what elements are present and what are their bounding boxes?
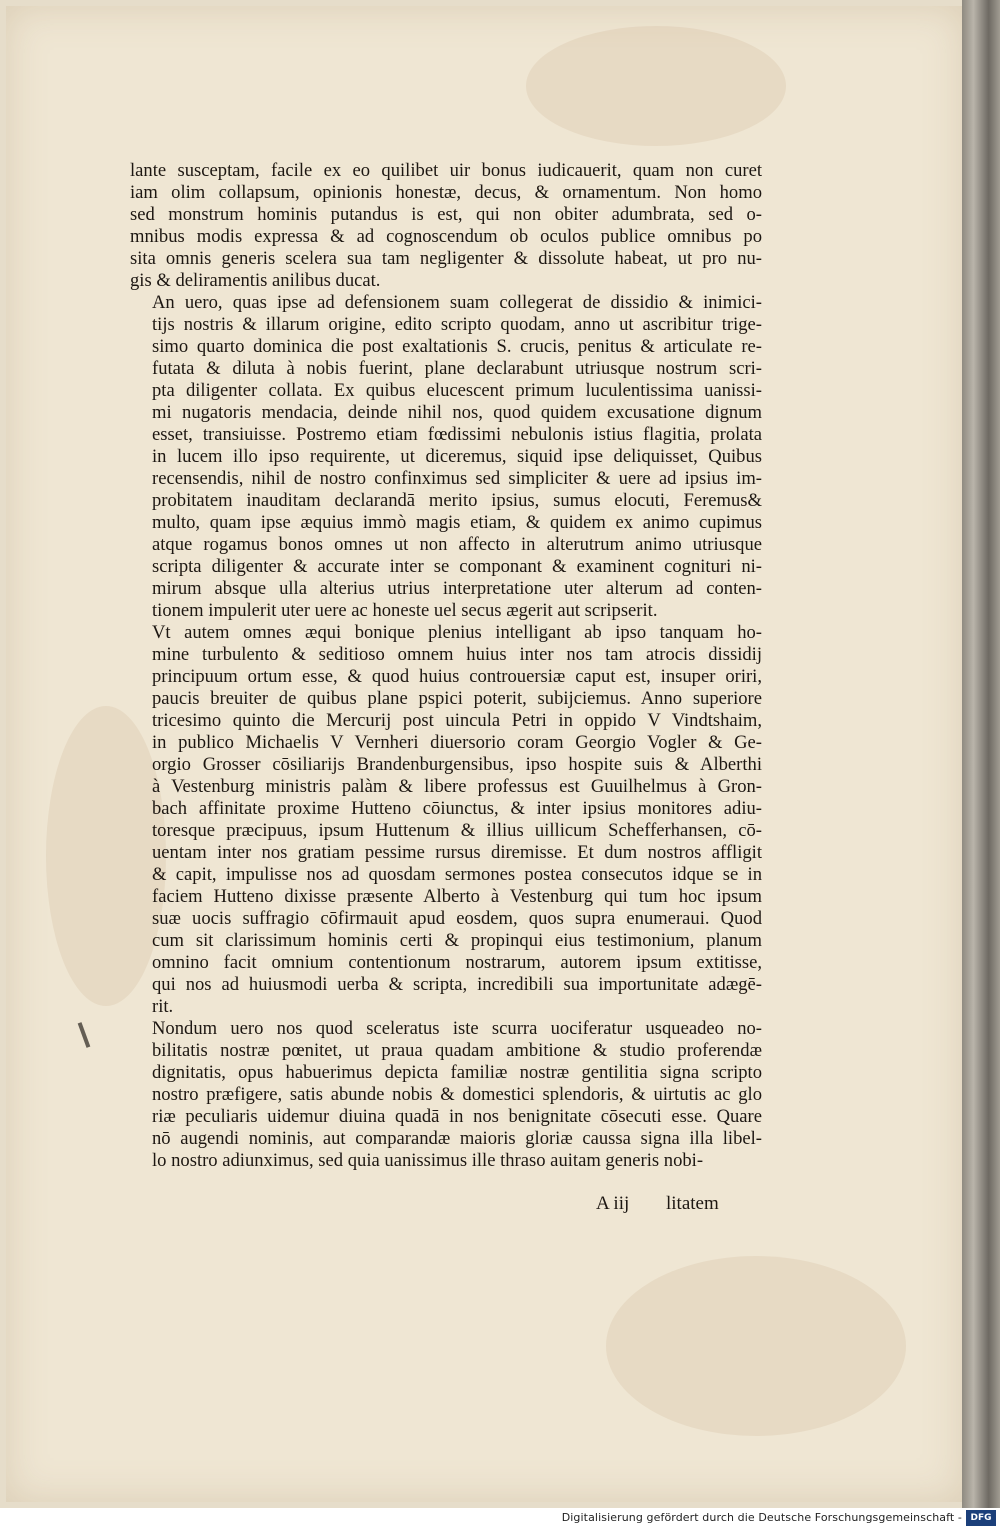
text-line: paucis breuiter de quibus plane pspici poterit, subijciemus. Anno superiore: [152, 688, 762, 709]
text-line: in lucem illo ipso requirente, ut diceremus, siquid ipse deliquisset, Quibus: [152, 446, 762, 467]
funding-credit: Digitalisierung gefördert durch die Deutsche Forschungsgemeinschaft -: [561, 1511, 962, 1524]
text-line: riæ peculiaris uidemur diuina quadā in nos benignitate cōsecuti esse. Quare: [152, 1106, 762, 1127]
text-line: probitatem inauditam declarandā merito ipsius, sumus elocuti, Feremus&: [152, 490, 762, 511]
catchword: litatem: [666, 1193, 719, 1214]
text-line: faciem Hutteno dixisse præsente Alberto à Vestenburg qui tum hoc ipsum: [152, 886, 762, 907]
text-line: mnibus modis expressa & ad cognoscendum ob oculos publice omnibus po: [130, 226, 762, 247]
text-line: mi nugatoris mendacia, deinde nihil nos, quod quidem excusatione dignum: [152, 402, 762, 423]
text-line: sed monstrum hominis putandus is est, qui non obiter adumbrata, sed o-: [130, 204, 762, 225]
text-line: lo nostro adiunximus, sed quia uanissimus ille thraso auitam generis nobi-: [152, 1150, 704, 1171]
text-line: bach affinitate proxime Hutteno cōiunctus, & inter ipsius monitores adiu-: [152, 798, 762, 819]
text-line: rit.: [152, 996, 174, 1017]
text-line: uentam inter nos gratiam pessime rursus diremisse. Et dum nostros affligit: [152, 842, 762, 863]
paragraph: [130, 160, 762, 292]
footer-bar: [0, 1508, 1000, 1529]
text-line: à Vestenburg ministris palàm & libere professus est Guuilhelmus à Gron-: [152, 776, 762, 797]
paper-stain: [526, 26, 786, 146]
text-line: atque rogamus bonos omnes ut non affecto in alterutrum animo utriusque: [152, 534, 762, 555]
text-line: Vt autem omnes æqui bonique plenius intelligant ab ipso tanquam ho-: [152, 622, 762, 643]
text-line: nostro præfigere, satis abunde nobis & domestici splendoris, & uirtutis ac glo: [152, 1084, 762, 1105]
text-line: futata & diluta à nobis fuerint, plane declarabunt utriusque nostrum scri-: [152, 358, 762, 379]
text-line: & capit, impulisse nos ad quosdam sermones postea consecutos idque se in: [152, 864, 762, 885]
text-line: An uero, quas ipse ad defensionem suam collegerat de dissidio & inimici-: [152, 292, 762, 313]
text-line: cum sit clarissimum hominis certi & propinqui eius testimonium, planum: [152, 930, 762, 951]
text-line: mine turbulento & seditioso omnem huius inter nos tam atrocis dissidij: [152, 644, 762, 665]
dfg-logo: DFG: [966, 1510, 996, 1526]
text-line: nō augendi nominis, aut comparandæ maioris gloriæ caussa signa illa libel-: [152, 1128, 762, 1149]
paragraph: [130, 1018, 762, 1172]
text-line: iam olim collapsum, opinionis honestæ, decus, & ornamentum. Non homo: [130, 182, 762, 203]
text-line: gis & deliramentis anilibus ducat.: [130, 270, 381, 291]
text-line: simo quarto dominica die post exaltationis S. crucis, penitus & articulate re-: [152, 336, 762, 357]
text-line: tricesimo quinto die Mercurij post uincula Petri in oppido V Vindtshaim,: [152, 710, 762, 731]
text-line: multo, quam ipse æquius immò magis etiam, & quidem ex animo cupimus: [152, 512, 762, 533]
text-line: dignitatis, opus habuerimus depicta familiæ nostræ gentilitia signa scripto: [152, 1062, 762, 1083]
text-line: qui nos ad huiusmodi uerba & scripta, incredibili sua importunitate adægē-: [152, 974, 762, 995]
signature-mark: A iij: [596, 1193, 630, 1214]
text-line: orgio Grosser cōsiliarijs Brandenburgensibus, ipso hospite suis & Alberthi: [152, 754, 762, 775]
paragraph: [130, 292, 762, 622]
paragraph: [130, 622, 762, 1018]
book-spine-edge: [962, 0, 1000, 1508]
text-line: lante susceptam, facile ex eo quilibet uir bonus iudicauerit, quam non curet: [130, 160, 762, 181]
text-line: recensendis, nihil de nostro confinximus sed simpliciter & uere ad ipsius im-: [152, 468, 762, 489]
text-line: bilitatis nostræ pœnitet, ut praua quadam ambitione & studio proferendæ: [152, 1040, 762, 1061]
paper-stain: [606, 1256, 906, 1436]
text-line: principuum ortum esse, & quod huius controuersiæ caput est, insuper oriri,: [152, 666, 762, 687]
text-line: tionem impulerit uter uere ac honeste uel secus ægerit aut scripserit.: [152, 600, 658, 621]
text-line: toresque præcipuus, ipsum Huttenum & illius uillicum Schefferhansen, cō-: [152, 820, 762, 841]
text-line: mirum absque ulla alterius utrius interpretatione uter alterum ad conten-: [152, 578, 762, 599]
text-line: tijs nostris & illarum origine, edito scripto quodam, anno ut ascribitur trige-: [152, 314, 762, 335]
text-line: scripta diligenter & accurate inter se componant & examinent cognituri ni-: [152, 556, 762, 577]
text-line: pta diligenter collata. Ex quibus elucescent primum luculentissima uanissi-: [152, 380, 762, 401]
text-line: omnino facit omnium contentionum nostrarum, autorem ipsum extitisse,: [152, 952, 762, 973]
text-line: Nondum uero nos quod sceleratus iste scurra uociferatur usqueadeo no-: [152, 1018, 762, 1039]
text-line: sita omnis generis scelera sua tam negligenter & dissolute habeat, ut pro nu-: [130, 248, 762, 269]
text-line: in publico Michaelis V Vernheri diuersorio coram Georgio Vogler & Ge-: [152, 732, 762, 753]
text-line: suæ uocis suffragio cōfirmauit apud eosdem, quos supra enumeraui. Quod: [152, 908, 762, 929]
text-line: esset, transiuisse. Postremo etiam fœdissimi nebulonis istius flagitia, prolata: [152, 424, 762, 445]
page-text-block: [130, 160, 762, 1172]
